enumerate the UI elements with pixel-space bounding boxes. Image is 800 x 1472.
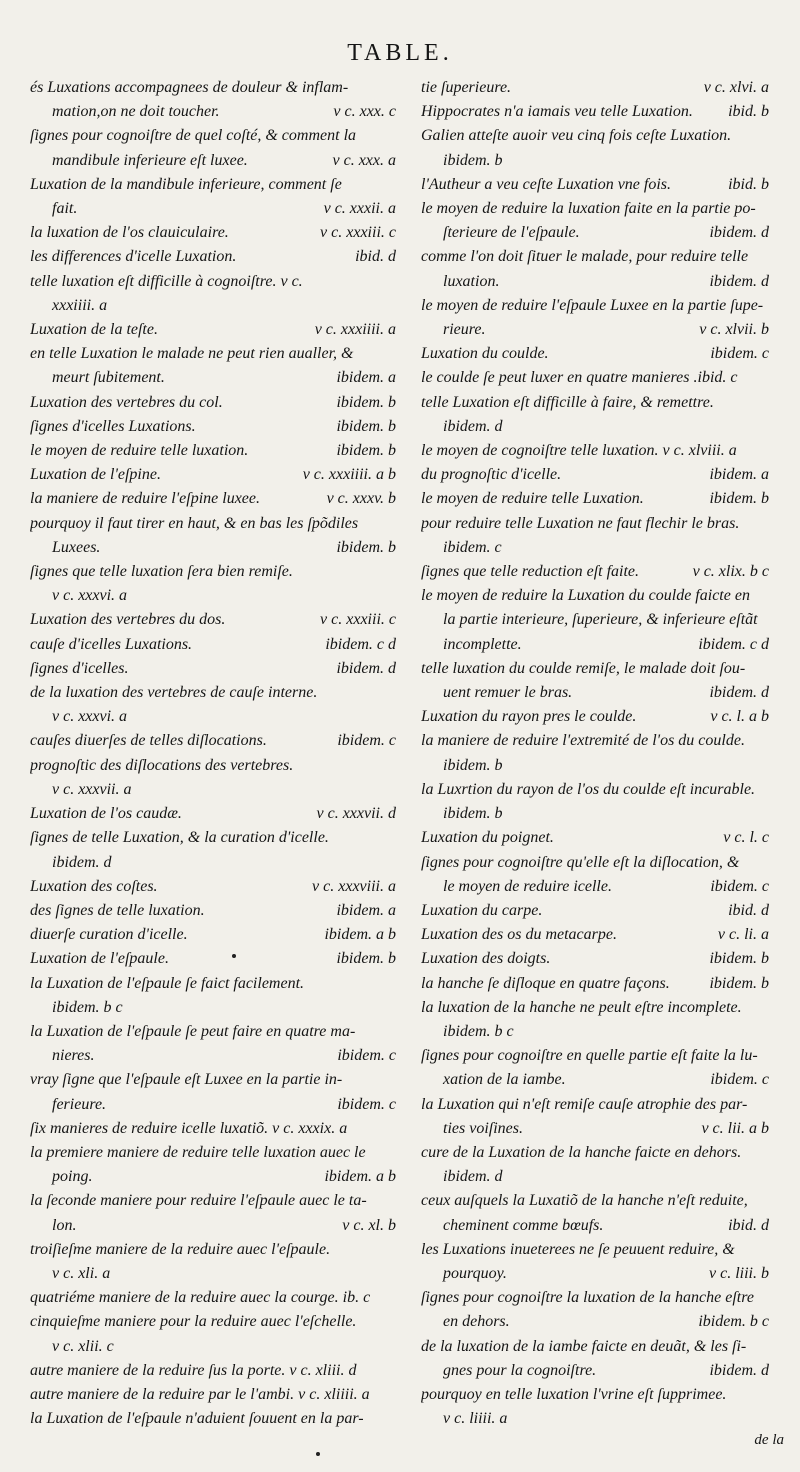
page-reference: ibidem. b xyxy=(705,947,769,971)
index-entry xyxy=(421,1141,769,1189)
page-reference: ibidem. b xyxy=(332,947,396,971)
index-entry xyxy=(30,318,396,342)
entry-text-line: diuerſe curation d'icelle. xyxy=(30,926,188,944)
index-entry xyxy=(421,899,769,923)
entry-text-line: ſignes pour cognoiſtre en quelle partie eſt faite la lu- xyxy=(421,1047,758,1065)
entry-text-line: pour reduire telle Luxation ne faut flechir le bras. xyxy=(421,514,740,532)
entry-text-line: le moyen de reduire l'eſpaule Luxee en la partie ſupe- xyxy=(421,296,764,314)
index-entry xyxy=(30,391,396,415)
entry-text-line: ſterieure de l'eſpaule. xyxy=(443,224,580,242)
index-entry xyxy=(30,487,396,511)
index-entry xyxy=(30,76,396,124)
entry-text-line: pourquoy en telle luxation l'vrine eſt ſupprimee. xyxy=(421,1385,727,1403)
entry-text-line: Hippocrates n'a iamais veu telle Luxation. xyxy=(421,103,693,121)
page-reference: v c. xxxiiii. a xyxy=(311,318,396,342)
index-entry xyxy=(30,729,396,753)
entry-text-line: telle Luxation eſt difficille à faire, & remettre. xyxy=(421,393,714,411)
entry-text-line: Luxation de l'eſpine. xyxy=(30,466,161,484)
entry-text-line: ibidem. b xyxy=(443,805,503,823)
entry-text-line: Luxation du rayon pres le coulde. xyxy=(421,708,637,726)
entry-text-line: du prognoſtic d'icelle. xyxy=(421,466,562,484)
entry-text-line: l'Autheur a veu ceſte Luxation vne fois. xyxy=(421,175,672,193)
page-reference: v c. xlix. b c xyxy=(689,560,769,584)
entry-text-line: la Luxrtion du rayon de l'os du coulde eſt incurable. xyxy=(421,780,756,798)
entry-text-line: telle luxation eſt difficille à cognoiſtre. v c. xyxy=(30,272,303,290)
page-reference: ibidem. d xyxy=(705,1359,769,1383)
index-entry xyxy=(30,1383,396,1407)
page-reference: ibidem. c xyxy=(333,1044,396,1068)
index-entry xyxy=(30,1359,396,1383)
index-entry xyxy=(421,439,769,463)
page-reference: v c. xl. b xyxy=(338,1214,396,1238)
entry-text-line: en dehors. xyxy=(443,1313,510,1331)
page-reference: ibid. b xyxy=(724,100,769,124)
entry-text-line: quatriéme maniere de la reduire auec la courge. ib. c xyxy=(30,1289,371,1307)
entry-text-line: pourquoy. xyxy=(443,1264,507,1282)
entry-text-line: Luxation du carpe. xyxy=(421,901,543,919)
page-reference: ibidem. d xyxy=(332,657,396,681)
page-reference: v c. lii. a b xyxy=(697,1117,769,1141)
page-reference: ibidem. b xyxy=(332,415,396,439)
entry-text-line: pourquoy il faut tirer en haut, & en bas les ſpõdiles xyxy=(30,514,359,532)
index-entry xyxy=(30,221,396,245)
entry-text-line: nieres. xyxy=(52,1047,95,1065)
index-entry xyxy=(421,463,769,487)
page-reference: ibidem. c xyxy=(706,875,769,899)
page-reference: ibid. d xyxy=(724,1214,769,1238)
running-head: TABLE. xyxy=(347,40,453,66)
index-entry xyxy=(421,923,769,947)
index-entry xyxy=(421,245,769,293)
index-entry xyxy=(421,972,769,996)
entry-text-line: v c. xlii. c xyxy=(52,1337,114,1355)
index-entry xyxy=(30,173,396,221)
catchword: de la xyxy=(754,1432,784,1448)
ink-spot xyxy=(316,1452,320,1456)
index-column-right xyxy=(421,76,769,1431)
page-reference: v c. li. a xyxy=(714,923,769,947)
index-entry xyxy=(30,415,396,439)
page-reference: v c. liii. b xyxy=(705,1262,769,1286)
entry-text-line: meurt ſubitement. xyxy=(52,369,165,387)
index-entry xyxy=(30,1407,396,1431)
entry-text-line: ſignes que telle reduction eſt faite. xyxy=(421,563,640,581)
entry-text-line: és Luxations accompagnees de douleur & inflam- xyxy=(30,79,349,96)
entry-text-line: ſignes que telle luxation ſera bien remiſe. xyxy=(30,563,293,581)
page-reference: ibid. d xyxy=(351,245,396,269)
index-entry xyxy=(421,391,769,439)
index-entry xyxy=(421,657,769,705)
entry-text-line: ferieure. xyxy=(52,1095,107,1113)
page-reference: v c. xxxiii. c xyxy=(316,608,396,632)
entry-text-line: Luxation des vertebres du dos. xyxy=(30,611,226,629)
entry-text-line: des ſignes de telle luxation. xyxy=(30,901,205,919)
entry-text-line: ſignes d'icelles Luxations. xyxy=(30,417,196,435)
index-entry xyxy=(30,1238,396,1286)
entry-text-line: les differences d'icelle Luxation. xyxy=(30,248,237,266)
page-reference: v c. xxxii. a xyxy=(320,197,396,221)
index-entry xyxy=(421,584,769,657)
entry-text-line: mation,on ne doit toucher. xyxy=(52,103,220,121)
entry-text-line: ſignes d'icelles. xyxy=(30,659,129,677)
entry-text-line: Luxation des vertebres du col. xyxy=(30,393,223,411)
index-entry xyxy=(30,754,396,802)
entry-text-line: le moyen de reduire telle Luxation. xyxy=(421,490,644,508)
entry-text-line: la partie interieure, ſuperieure, & inferieure eſtãt xyxy=(443,611,758,629)
index-entry xyxy=(421,342,769,366)
entry-text-line: la maniere de reduire l'eſpine luxee. xyxy=(30,490,261,508)
index-entry xyxy=(421,1286,769,1334)
entry-text-line: Luxation de l'os caudæ. xyxy=(30,805,182,823)
entry-text-line: ſignes de telle Luxation, & la curation d'icelle. xyxy=(30,829,329,847)
index-entry xyxy=(421,197,769,245)
entry-text-line: la premiere maniere de reduire telle luxation auec le xyxy=(30,1143,366,1161)
page-reference: ibid. d xyxy=(724,899,769,923)
entry-text-line: le moyen de cognoiſtre telle luxation. v c. xlviii. a xyxy=(421,442,737,460)
entry-text-line: ibidem. b xyxy=(443,756,503,774)
index-entry xyxy=(421,1238,769,1286)
entry-text-line: cauſe d'icelles Luxations. xyxy=(30,635,193,653)
entry-text-line: Luxation de la teſte. xyxy=(30,321,158,339)
entry-text-line: en telle Luxation le malade ne peut rien aualler, & xyxy=(30,345,354,363)
page-reference: v c. xxx. c xyxy=(329,100,396,124)
entry-text-line: fait. xyxy=(52,200,78,218)
index-entry xyxy=(30,245,396,269)
entry-text-line: gnes pour la cognoiſtre. xyxy=(443,1361,597,1379)
entry-text-line: le moyen de reduire la Luxation du coulde faicte en xyxy=(421,587,750,605)
entry-text-line: autre maniere de la reduire ſus la porte. v c. xliii. d xyxy=(30,1361,357,1379)
entry-text-line: de la luxation des vertebres de cauſe interne. xyxy=(30,684,318,702)
index-entry xyxy=(30,270,396,318)
page-reference: ibidem. c xyxy=(333,729,396,753)
entry-text-line: lon. xyxy=(52,1216,77,1234)
entry-text-line: poing. xyxy=(52,1168,93,1186)
entry-text-line: Luxation du poignet. xyxy=(421,829,554,847)
page-reference: ibid. b xyxy=(724,173,769,197)
page-reference: ibidem. a b xyxy=(320,1165,396,1189)
entry-text-line: cauſes diuerſes de telles diſlocations. xyxy=(30,732,267,750)
entry-text-line: troiſieſme maniere de la reduire auec l'eſpaule. xyxy=(30,1240,331,1258)
entry-text-line: de la luxation de la iambe faicte en deuãt, & les ſi- xyxy=(421,1337,747,1355)
page-reference: ibidem. a xyxy=(332,899,396,923)
entry-text-line: rieure. xyxy=(443,321,486,339)
page-reference: v c. xxxvii. d xyxy=(313,802,397,826)
entry-text-line: ibidem. b xyxy=(443,151,503,169)
index-entry xyxy=(30,826,396,874)
entry-text-line: incomplette. xyxy=(443,635,522,653)
index-entry xyxy=(421,366,769,390)
entry-text-line: la ſeconde maniere pour reduire l'eſpaule auec le ta- xyxy=(30,1192,367,1210)
entry-text-line: v c. xxxvi. a xyxy=(52,587,128,605)
entry-text-line: vray ſigne que l'eſpaule eſt Luxee en la partie in- xyxy=(30,1071,343,1089)
entry-text-line: ties voiſines. xyxy=(443,1119,523,1137)
entry-text-line: Luxation de l'eſpaule. xyxy=(30,950,169,968)
entry-text-line: cinquieſme maniere pour la reduire auec l'eſchelle. xyxy=(30,1313,357,1331)
entry-text-line: autre maniere de la reduire par le l'ambi. v c. xliiii. a xyxy=(30,1385,370,1403)
entry-text-line: ibidem. d xyxy=(443,1168,503,1186)
entry-text-line: la luxation de la hanche ne peult eſtre incomplete. xyxy=(421,998,742,1016)
page-reference: ibidem. b xyxy=(332,439,396,463)
entry-text-line: cheminent comme bœufs. xyxy=(443,1216,604,1234)
index-entry xyxy=(30,1068,396,1116)
page-reference: ibidem. c d xyxy=(321,633,396,657)
index-entry xyxy=(421,1383,769,1431)
index-entry xyxy=(30,899,396,923)
index-entry xyxy=(30,875,396,899)
index-entry xyxy=(421,1044,769,1092)
entry-text-line: ceux auſquels la Luxatiõ de la hanche n'eſt reduite, xyxy=(421,1192,748,1210)
index-entry xyxy=(30,1141,396,1189)
entry-text-line: la luxation de l'os clauiculaire. xyxy=(30,224,229,242)
page-reference: ibidem. b xyxy=(705,487,769,511)
index-entry xyxy=(421,729,769,777)
entry-text-line: luxation. xyxy=(443,272,500,290)
page-reference: v c. xxxv. b xyxy=(323,487,396,511)
entry-text-line: Luxees. xyxy=(52,538,101,556)
index-entry xyxy=(30,923,396,947)
index-entry xyxy=(30,947,396,971)
index-entry xyxy=(421,996,769,1044)
index-entry xyxy=(30,1189,396,1237)
entry-text-line: tie ſuperieure. xyxy=(421,79,512,96)
index-entry xyxy=(421,1189,769,1237)
index-entry xyxy=(30,439,396,463)
page-reference: v c. xxxiii. c xyxy=(316,221,396,245)
index-entry xyxy=(421,778,769,826)
page-reference: ibidem. c xyxy=(706,1068,769,1092)
page-reference: ibidem. d xyxy=(705,221,769,245)
entry-text-line: le coulde ſe peut luxer en quatre manieres .ibid. c xyxy=(421,369,738,387)
page-reference: ibidem. a xyxy=(332,366,396,390)
index-entry xyxy=(421,512,769,560)
entry-text-line: Luxation de la mandibule inferieure, comment ſe xyxy=(30,175,342,193)
index-entry xyxy=(30,681,396,729)
entry-text-line: la maniere de reduire l'extremité de l'os du coulde. xyxy=(421,732,745,750)
entry-text-line: ibidem. d xyxy=(52,853,112,871)
page-reference: v c. xlvii. b xyxy=(695,318,769,342)
page-reference: ibidem. c xyxy=(333,1093,396,1117)
entry-text-line: v c. xxxvii. a xyxy=(52,780,132,798)
entry-text-line: v c. xxxvi. a xyxy=(52,708,128,726)
index-entry xyxy=(30,1310,396,1358)
entry-text-line: le moyen de reduire icelle. xyxy=(443,877,612,895)
entry-text-line: xxxiiii. a xyxy=(52,296,108,314)
page-reference: v c. xlvi. a xyxy=(700,76,769,100)
entry-text-line: cure de la Luxation de la hanche faicte en dehors. xyxy=(421,1143,742,1161)
page-reference: v c. xxxiiii. a b xyxy=(299,463,396,487)
entry-text-line: ibidem. b c xyxy=(443,1022,514,1040)
entry-text-line: telle luxation du coulde remiſe, le malade doit ſou- xyxy=(421,659,746,677)
entry-text-line: ſignes pour cognoiſtre la luxation de la hanche eſtre xyxy=(421,1289,754,1307)
index-entry xyxy=(421,1093,769,1141)
page-reference: v c. l. c xyxy=(719,826,769,850)
page-reference: ibidem. a b xyxy=(320,923,396,947)
index-entry xyxy=(421,294,769,342)
entry-text-line: les Luxations inueterees ne ſe peuuent reduire, & xyxy=(421,1240,735,1258)
entry-text-line: ſignes pour cognoiſtre qu'elle eſt la diſlocation, & xyxy=(421,853,740,871)
index-entry xyxy=(30,1117,396,1141)
page-reference: ibidem. b xyxy=(705,972,769,996)
entry-text-line: Luxation des doigts. xyxy=(421,950,551,968)
index-entry xyxy=(421,705,769,729)
entry-text-line: Galien atteſte auoir veu cinq fois ceſte Luxation. xyxy=(421,127,732,145)
entry-text-line: ſix manieres de reduire icelle luxatiõ. v c. xxxix. a xyxy=(30,1119,348,1137)
entry-text-line: v c. xli. a xyxy=(52,1264,111,1282)
index-column-left xyxy=(30,76,396,1431)
entry-text-line: la hanche ſe diſloque en quatre façons. xyxy=(421,974,670,992)
page-reference: ibidem. b c xyxy=(694,1310,769,1334)
index-entry xyxy=(30,608,396,632)
index-entry xyxy=(421,826,769,850)
entry-text-line: la Luxation qui n'eſt remiſe cauſe atrophie des par- xyxy=(421,1095,748,1113)
index-entry xyxy=(421,560,769,584)
index-entry xyxy=(30,342,396,390)
index-entry xyxy=(30,1020,396,1068)
index-entry xyxy=(30,124,396,172)
index-entry xyxy=(421,851,769,899)
index-entry xyxy=(30,657,396,681)
entry-text-line: Luxation des os du metacarpe. xyxy=(421,926,617,944)
index-entry xyxy=(421,1335,769,1383)
page-reference: ibidem. d xyxy=(705,681,769,705)
index-entry xyxy=(421,76,769,100)
entry-text-line: ibidem. d xyxy=(443,417,503,435)
page-reference: ibidem. b xyxy=(332,536,396,560)
index-entry xyxy=(421,100,769,124)
index-entry xyxy=(30,802,396,826)
page-reference: v c. xxxviii. a xyxy=(308,875,396,899)
index-entry xyxy=(30,463,396,487)
entry-text-line: Luxation du coulde. xyxy=(421,345,549,363)
entry-text-line: ſignes pour cognoiſtre de quel coſté, & comment la xyxy=(30,127,357,145)
entry-text-line: ibidem. b c xyxy=(52,998,123,1016)
page-reference: ibidem. c d xyxy=(694,633,769,657)
entry-text-line: la Luxation de l'eſpaule ſe faict facilement. xyxy=(30,974,305,992)
entry-text-line: la Luxation de l'eſpaule ſe peut faire en quatre ma- xyxy=(30,1022,356,1040)
index-entry xyxy=(421,487,769,511)
index-entry xyxy=(421,173,769,197)
index-entry xyxy=(30,633,396,657)
page-reference: v c. xxx. a xyxy=(328,149,396,173)
entry-text-line: ibidem. c xyxy=(443,538,502,556)
entry-text-line: comme l'on doit ſituer le malade, pour reduire telle xyxy=(421,248,749,266)
page-reference: ibidem. d xyxy=(705,270,769,294)
index-entry xyxy=(30,560,396,608)
index-entry xyxy=(30,512,396,560)
page-reference: v c. l. a b xyxy=(706,705,769,729)
entry-text-line: mandibule inferieure eſt luxee. xyxy=(52,151,248,169)
index-entry xyxy=(30,972,396,1020)
page-reference: ibidem. c xyxy=(706,342,769,366)
index-entry xyxy=(30,1286,396,1310)
entry-text-line: le moyen de reduire telle luxation. xyxy=(30,442,249,460)
page-reference: ibidem. b xyxy=(332,391,396,415)
index-entry xyxy=(421,947,769,971)
entry-text-line: le moyen de reduire la luxation faite en la partie po- xyxy=(421,200,756,218)
entry-text-line: la Luxation de l'eſpaule n'aduient ſouuent en la par- xyxy=(30,1410,364,1428)
page-reference: ibidem. a xyxy=(705,463,769,487)
entry-text-line: uent remuer le bras. xyxy=(443,684,573,702)
entry-text-line: prognoſtic des diſlocations des vertebres. xyxy=(30,756,294,774)
entry-text-line: v c. liiii. a xyxy=(443,1410,508,1428)
ink-spot xyxy=(232,954,236,958)
entry-text-line: xation de la iambe. xyxy=(443,1071,566,1089)
entry-text-line: Luxation des coſtes. xyxy=(30,877,158,895)
index-entry xyxy=(421,124,769,172)
